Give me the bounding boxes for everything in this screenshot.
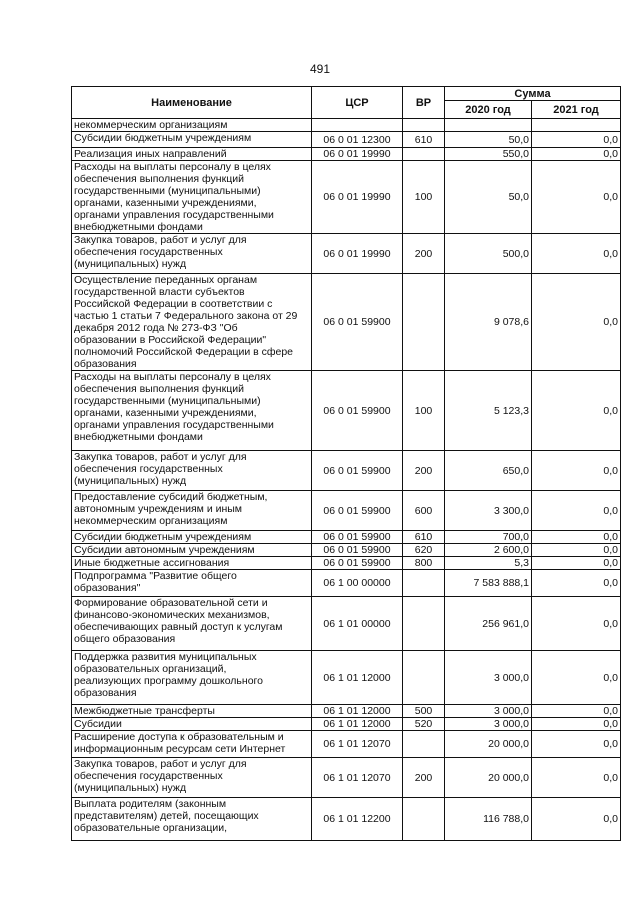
- row-csr-cell: 06 0 01 59900: [312, 557, 403, 570]
- row-vr-cell: [403, 274, 445, 371]
- row-vr-cell: 610: [403, 531, 445, 544]
- row-csr-cell: 06 0 01 59900: [312, 371, 403, 451]
- row-csr-cell: 06 0 01 59900: [312, 274, 403, 371]
- header-csr: ЦСР: [312, 87, 403, 119]
- row-vr-cell: 100: [403, 371, 445, 451]
- row-2021-cell: 0,0: [532, 531, 621, 544]
- row-2020-cell: 256 961,0: [445, 597, 532, 651]
- row-vr-cell: 610: [403, 132, 445, 148]
- row-vr-cell: 100: [403, 161, 445, 234]
- row-csr-cell: 06 1 01 12000: [312, 651, 403, 705]
- row-csr-cell: 06 0 01 19990: [312, 161, 403, 234]
- row-name-cell: Осуществление переданных органам государственной власти субъектов Российской Федерации в соответствии с частью 1 статьи 7 Федерального закона от 29 декабря 2012 года № 273-ФЗ "Об образовании в Российской Федерации" полномочий Российской Федерации в сфере образования: [72, 274, 312, 371]
- row-2020-cell: 50,0: [445, 132, 532, 148]
- table-row: [72, 274, 621, 371]
- row-name-cell: Закупка товаров, работ и услуг для обеспечения государственных (муниципальных) нужд: [72, 451, 312, 491]
- row-2020-cell: 7 583 888,1: [445, 570, 532, 597]
- row-2020-cell: 550,0: [445, 148, 532, 161]
- row-2021-cell: 0,0: [532, 274, 621, 371]
- row-2020-cell: 3 000,0: [445, 718, 532, 731]
- header-sum: Сумма: [445, 87, 621, 101]
- row-vr-cell: [403, 731, 445, 758]
- row-name-cell: Реализация иных направлений: [72, 148, 312, 161]
- row-csr-cell: 06 0 01 12300: [312, 132, 403, 148]
- row-2021-cell: 0,0: [532, 491, 621, 531]
- row-name-cell: некоммерческим организациям: [72, 119, 312, 132]
- row-name-cell: Субсидии бюджетным учреждениям: [72, 531, 312, 544]
- row-2020-cell: 700,0: [445, 531, 532, 544]
- row-name-cell: Расходы на выплаты персоналу в целях обеспечения выполнения функций государственными (муниципальными) органами, казенными учреждениями, органами управления государственными внебюджетными фондами: [72, 161, 312, 234]
- table-row: [72, 491, 621, 531]
- table-row: [72, 705, 621, 718]
- row-csr-cell: 06 1 01 12070: [312, 758, 403, 798]
- row-2020-cell: 500,0: [445, 234, 532, 274]
- row-csr-cell: 06 0 01 19990: [312, 148, 403, 161]
- row-name-cell: Выплата родителям (законным представителям) детей, посещающих образовательные организации,: [72, 798, 312, 841]
- row-csr-cell: 06 0 01 59900: [312, 531, 403, 544]
- row-2021-cell: 0,0: [532, 731, 621, 758]
- row-vr-cell: [403, 148, 445, 161]
- row-csr-cell: 06 1 01 12200: [312, 798, 403, 841]
- row-vr-cell: [403, 119, 445, 132]
- row-2021-cell: 0,0: [532, 557, 621, 570]
- row-vr-cell: [403, 798, 445, 841]
- row-2021-cell: 0,0: [532, 597, 621, 651]
- row-csr-cell: 06 1 01 12000: [312, 718, 403, 731]
- table-row: [72, 758, 621, 798]
- row-2020-cell: 3 000,0: [445, 651, 532, 705]
- row-name-cell: Предоставление субсидий бюджетным, автономным учреждениям и иным некоммерческим организациям: [72, 491, 312, 531]
- row-name-cell: Иные бюджетные ассигнования: [72, 557, 312, 570]
- row-2021-cell: 0,0: [532, 798, 621, 841]
- table-row: [72, 651, 621, 705]
- table-row: [72, 119, 621, 132]
- row-2020-cell: 2 600,0: [445, 544, 532, 557]
- row-2021-cell: 0,0: [532, 705, 621, 718]
- row-name-cell: Межбюджетные трансферты: [72, 705, 312, 718]
- row-2020-cell: 650,0: [445, 451, 532, 491]
- row-name-cell: Субсидии автономным учреждениям: [72, 544, 312, 557]
- row-csr-cell: 06 0 01 59900: [312, 544, 403, 557]
- page-number: 491: [309, 62, 331, 76]
- table-row: [72, 451, 621, 491]
- table-row: [72, 132, 621, 148]
- row-csr-cell: 06 0 01 59900: [312, 491, 403, 531]
- table-row: [72, 148, 621, 161]
- row-vr-cell: [403, 570, 445, 597]
- row-2020-cell: 3 000,0: [445, 705, 532, 718]
- row-2021-cell: 0,0: [532, 148, 621, 161]
- row-name-cell: Подпрограмма "Развитие общего образования": [72, 570, 312, 597]
- row-2021-cell: 0,0: [532, 451, 621, 491]
- table-row: [72, 531, 621, 544]
- row-2021-cell: 0,0: [532, 234, 621, 274]
- row-2020-cell: [445, 119, 532, 132]
- row-csr-cell: [312, 119, 403, 132]
- table-row: [72, 798, 621, 841]
- table-row: [72, 718, 621, 731]
- row-vr-cell: [403, 597, 445, 651]
- row-vr-cell: 200: [403, 758, 445, 798]
- row-vr-cell: [403, 651, 445, 705]
- row-name-cell: Формирование образовательной сети и финансово-экономических механизмов, обеспечивающих равный доступ к услугам общего образования: [72, 597, 312, 651]
- row-2021-cell: 0,0: [532, 161, 621, 234]
- row-vr-cell: 500: [403, 705, 445, 718]
- row-2020-cell: 9 078,6: [445, 274, 532, 371]
- header-2021: 2021 год: [532, 101, 621, 119]
- header-2020: 2020 год: [445, 101, 532, 119]
- table-row: [72, 371, 621, 451]
- row-csr-cell: 06 1 00 00000: [312, 570, 403, 597]
- row-vr-cell: 620: [403, 544, 445, 557]
- row-2020-cell: 50,0: [445, 161, 532, 234]
- row-csr-cell: 06 0 01 59900: [312, 451, 403, 491]
- row-2021-cell: 0,0: [532, 758, 621, 798]
- row-2020-cell: 20 000,0: [445, 758, 532, 798]
- row-2020-cell: 116 788,0: [445, 798, 532, 841]
- row-vr-cell: 200: [403, 234, 445, 274]
- row-csr-cell: 06 1 01 00000: [312, 597, 403, 651]
- table-row: [72, 570, 621, 597]
- row-2021-cell: 0,0: [532, 718, 621, 731]
- row-csr-cell: 06 1 01 12070: [312, 731, 403, 758]
- table-body: [72, 119, 621, 841]
- table-row: [72, 731, 621, 758]
- row-2021-cell: 0,0: [532, 651, 621, 705]
- row-name-cell: Субсидии: [72, 718, 312, 731]
- row-2021-cell: 0,0: [532, 544, 621, 557]
- row-csr-cell: 06 0 01 19990: [312, 234, 403, 274]
- table-row: [72, 597, 621, 651]
- row-vr-cell: 520: [403, 718, 445, 731]
- row-csr-cell: 06 1 01 12000: [312, 705, 403, 718]
- row-2021-cell: 0,0: [532, 132, 621, 148]
- table-row: [72, 557, 621, 570]
- row-name-cell: Расходы на выплаты персоналу в целях обеспечения выполнения функций государственными (муниципальными) органами, казенными учреждениями, органами управления государственными внебюджетными фондами: [72, 371, 312, 451]
- row-2020-cell: 3 300,0: [445, 491, 532, 531]
- row-name-cell: Закупка товаров, работ и услуг для обеспечения государственных (муниципальных) нужд: [72, 234, 312, 274]
- row-name-cell: Поддержка развития муниципальных образовательных организаций, реализующих программу дошкольного образования: [72, 651, 312, 705]
- row-name-cell: Субсидии бюджетным учреждениям: [72, 132, 312, 148]
- row-vr-cell: 200: [403, 451, 445, 491]
- row-2020-cell: 20 000,0: [445, 731, 532, 758]
- table-row: [72, 161, 621, 234]
- row-2020-cell: 5,3: [445, 557, 532, 570]
- table-row: [72, 544, 621, 557]
- row-vr-cell: 800: [403, 557, 445, 570]
- row-2021-cell: [532, 119, 621, 132]
- header-name: Наименование: [72, 87, 312, 119]
- row-vr-cell: 600: [403, 491, 445, 531]
- row-2021-cell: 0,0: [532, 570, 621, 597]
- row-name-cell: Расширение доступа к образовательным и информационным ресурсам сети Интернет: [72, 731, 312, 758]
- row-2020-cell: 5 123,3: [445, 371, 532, 451]
- row-2021-cell: 0,0: [532, 371, 621, 451]
- row-name-cell: Закупка товаров, работ и услуг для обеспечения государственных (муниципальных) нужд: [72, 758, 312, 798]
- table-row: [72, 234, 621, 274]
- header-vr: ВР: [403, 87, 445, 119]
- budget-table: [71, 86, 621, 841]
